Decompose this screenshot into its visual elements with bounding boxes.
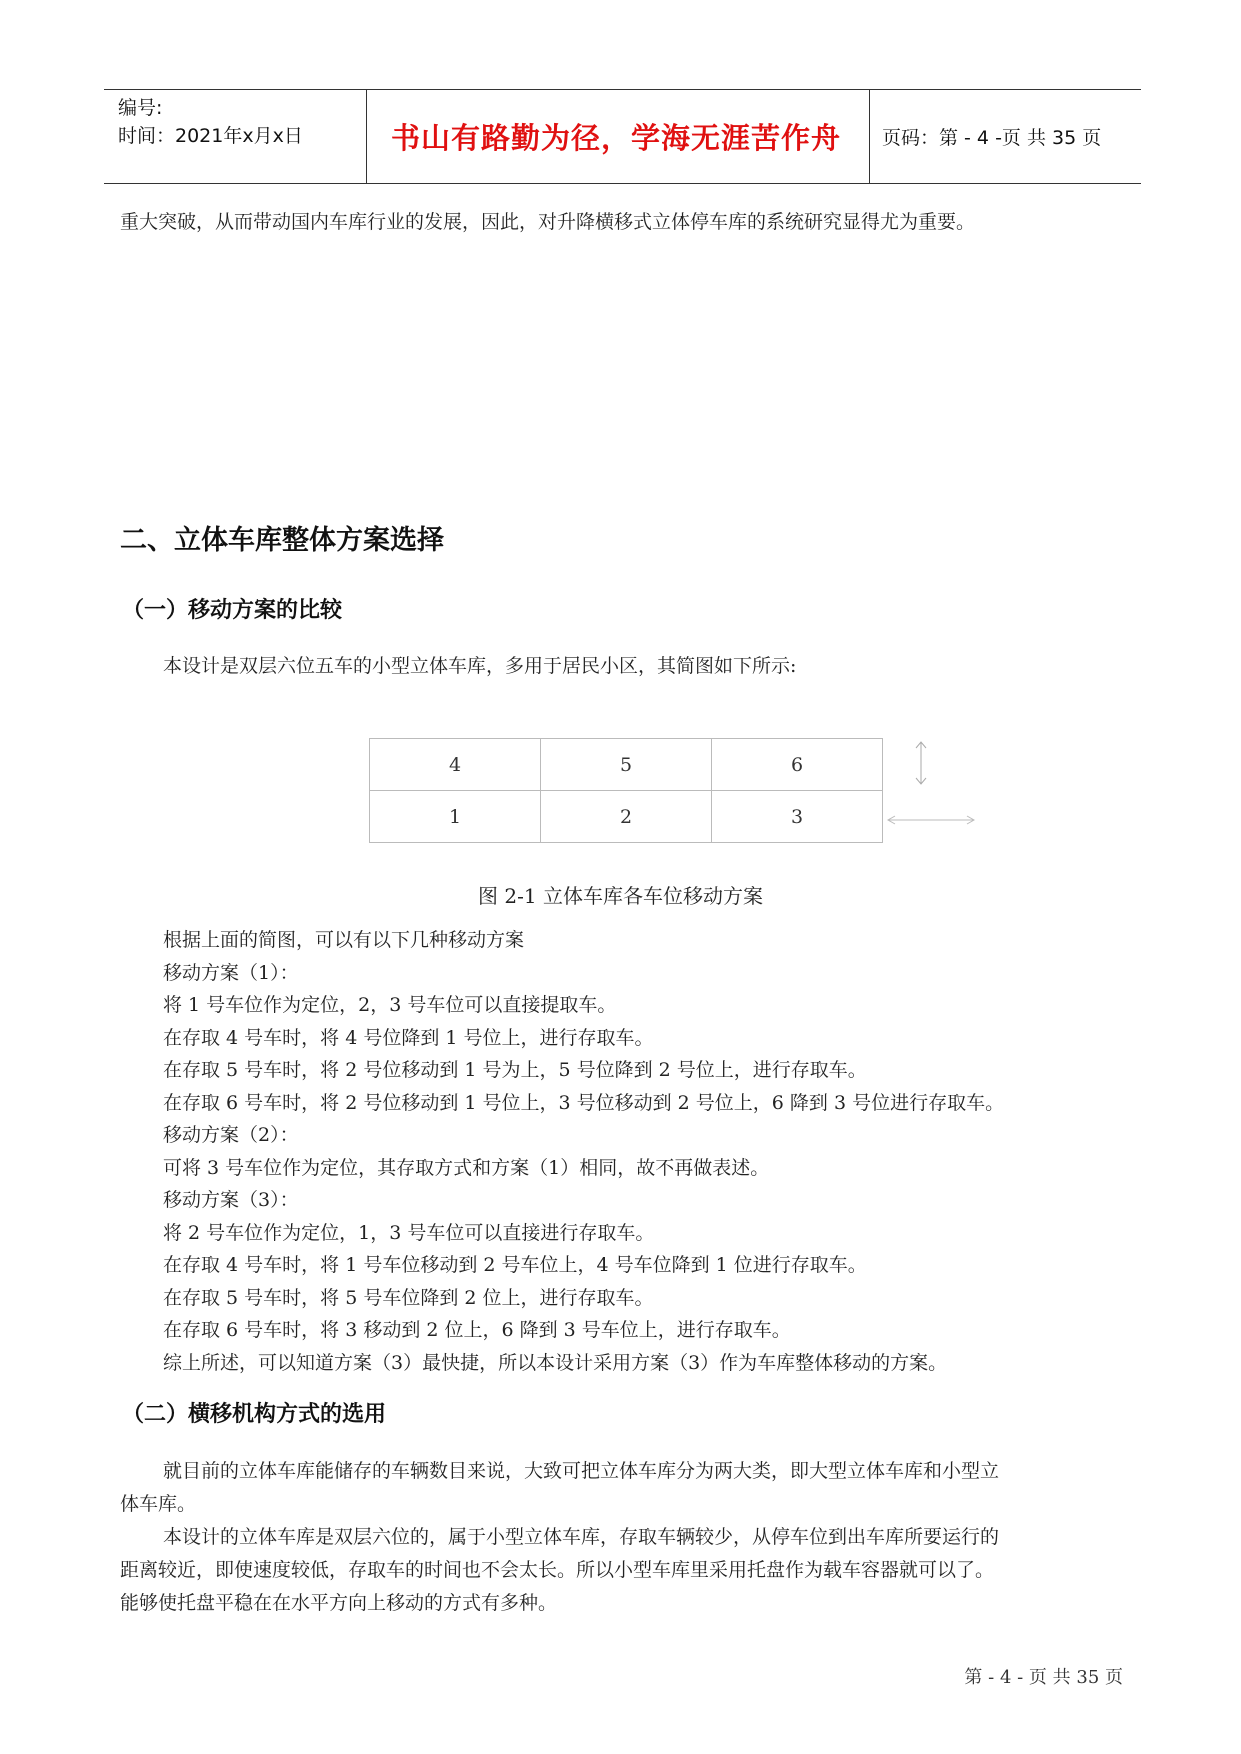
page-header: [104, 89, 1141, 184]
paragraph-line: 体车库。: [120, 1493, 197, 1515]
header-page-label: 页码：第 - 4 -页 共 35 页: [882, 127, 1102, 149]
paragraph-line: 距离较近，即使速度较低，存取车的时间也不会太长。所以小型车库里采用托盘作为载车容器就可以了。: [120, 1559, 995, 1581]
grid-cell: 5: [541, 739, 712, 791]
list-item: 在存取 4 号车时，将 4 号位降到 1 号位上，进行存取车。: [163, 1026, 654, 1049]
vertical-arrow-icon: [914, 740, 928, 786]
list-item: 将 1 号车位作为定位，2，3 号车位可以直接提取车。: [163, 994, 617, 1016]
list-item: 在存取 6 号车时，将 2 号位移动到 1 号位上，3 号位移动到 2 号位上，6 降到 3 号位进行存取车。: [163, 1091, 1005, 1114]
header-time-label: 时间：2021年x月x日: [118, 125, 303, 147]
header-number-label: 编号:: [118, 97, 163, 119]
subsection-2-title: （二）横移机构方式的选用: [122, 1402, 387, 1427]
list-item: 根据上面的简图，可以有以下几种移动方案: [163, 929, 525, 951]
movement-scheme-list: [163, 924, 1004, 1379]
parking-grid-diagram: [369, 738, 883, 843]
grid-cell: 1: [370, 791, 541, 843]
list-item: 移动方案（3）：: [163, 1189, 299, 1211]
page-footer: 第 - 4 - 页 共 35 页: [964, 1667, 1123, 1688]
list-item: 可将 3 号车位作为定位，其存取方式和方案（1）相同，故不再做表述。: [163, 1156, 770, 1179]
subsection-1-title: （一）移动方案的比较: [122, 598, 343, 623]
list-item: 在存取 4 号车时，将 1 号车位移动到 2 号车位上，4 号车位降到 1 位进行存取车。: [163, 1254, 867, 1276]
intro-paragraph: 重大突破，从而带动国内车库行业的发展，因此，对升降横移式立体停车库的系统研究显得尤为重要。: [120, 211, 976, 233]
section-title: 二、立体车库整体方案选择: [120, 525, 444, 556]
list-item: 移动方案（2）：: [163, 1124, 299, 1146]
grid-cell: 2: [541, 791, 712, 843]
header-divider-left: [366, 90, 367, 183]
grid-cell: 6: [712, 739, 883, 791]
list-item: 在存取 5 号车时，将 2 号位移动到 1 号为上，5 号位降到 2 号位上，进行存取车。: [163, 1059, 867, 1081]
header-motto: 书山有路勤为径，学海无涯苦作舟: [390, 121, 841, 155]
grid-cell: 4: [370, 739, 541, 791]
horizontal-arrow-icon: [886, 813, 976, 827]
list-item: 综上所述，可以知道方案（3）最快捷，所以本设计采用方案（3）作为车库整体移动的方案。: [163, 1351, 948, 1374]
list-item: 在存取 6 号车时，将 3 移动到 2 位上，6 降到 3 号车位上，进行存取车。: [163, 1319, 791, 1341]
paragraph-line: 就目前的立体车库能储存的车辆数目来说，大致可把立体车库分为两大类，即大型立体车库和小型立: [163, 1460, 1000, 1482]
list-item: 移动方案（1）：: [163, 961, 299, 984]
list-item: 将 2 号车位作为定位，1，3 号车位可以直接进行存取车。: [163, 1221, 655, 1244]
list-item: 在存取 5 号车时，将 5 号车位降到 2 位上，进行存取车。: [163, 1286, 654, 1309]
paragraph-line: 本设计的立体车库是双层六位的，属于小型立体车库，存取车辆较少，从停车位到出车库所要运行的: [163, 1526, 1000, 1548]
grid-bottom-row: [370, 791, 883, 843]
figure-caption: 图 2-1 立体车库各车位移动方案: [478, 884, 763, 908]
paragraph-line: 能够使托盘平稳在在水平方向上移动的方式有多种。: [120, 1592, 558, 1614]
subsection-1-intro: 本设计是双层六位五车的小型立体车库，多用于居民小区，其简图如下所示:: [163, 655, 797, 677]
header-meta: [118, 94, 303, 150]
grid-top-row: [370, 739, 883, 791]
grid-cell: 3: [712, 791, 883, 843]
